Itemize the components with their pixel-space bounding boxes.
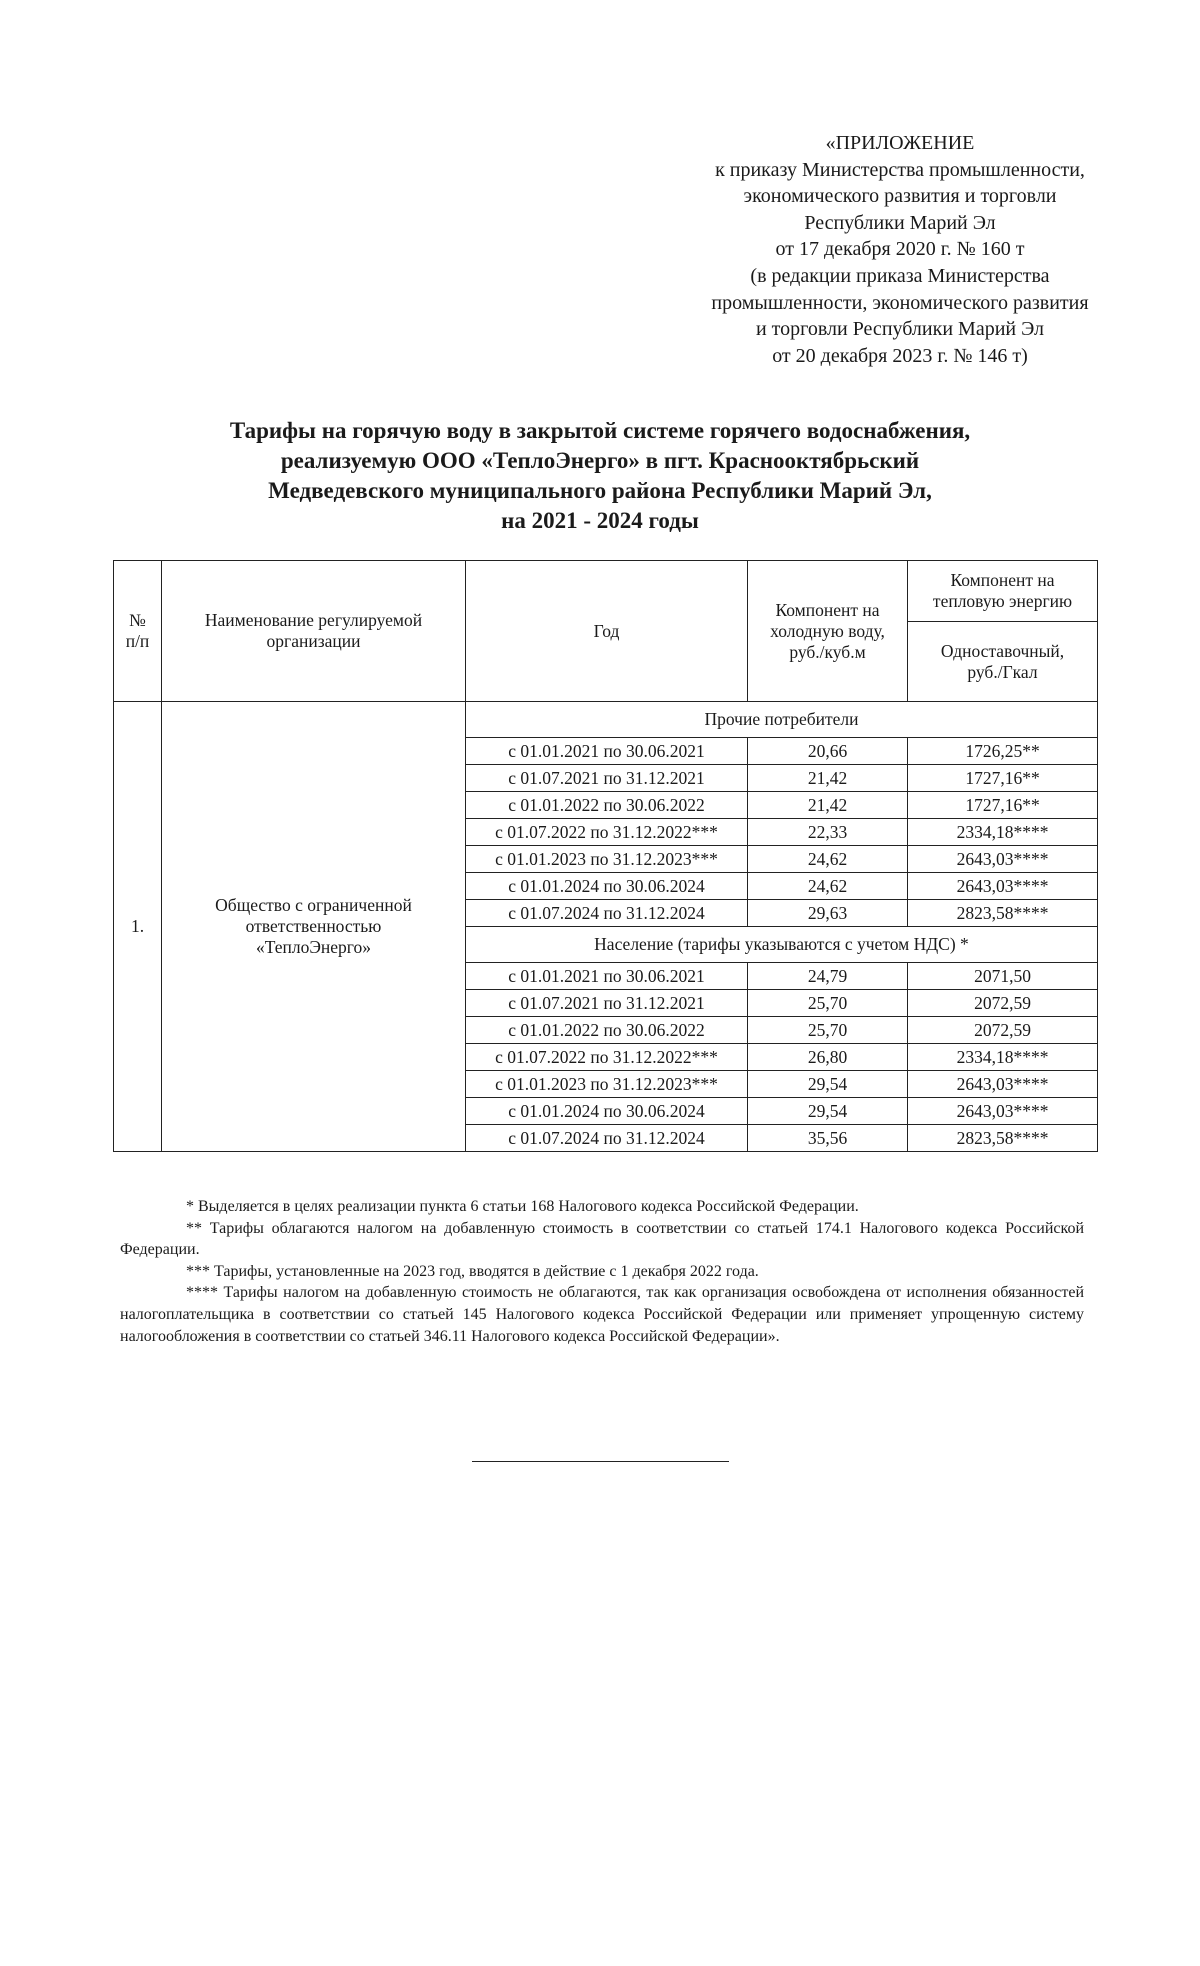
closing-divider — [472, 1461, 729, 1462]
period-cell: с 01.01.2022 по 30.06.2022 — [466, 792, 748, 819]
header-number — [114, 561, 162, 702]
header-organization-line1: Наименование регулируемой — [204, 610, 423, 630]
cold-value-cell: 24,79 — [748, 963, 908, 990]
header-cold-line3: руб./куб.м — [789, 641, 866, 662]
heat-value-cell: 2823,58**** — [908, 1125, 1098, 1152]
header-number-line1: № — [129, 610, 146, 630]
cold-value-cell: 20,66 — [748, 738, 908, 765]
period-cell: с 01.01.2022 по 30.06.2022 — [466, 1017, 748, 1044]
appendix-line: к приказу Министерства промышленности, — [715, 158, 1085, 181]
group-label-population: Население (тарифы указываются с учетом НДС) * — [466, 927, 1098, 963]
period-cell: с 01.01.2021 по 30.06.2021 — [466, 963, 748, 990]
header-heat-energy — [908, 561, 1098, 622]
cold-value-cell: 21,42 — [748, 765, 908, 792]
cold-value-cell: 35,56 — [748, 1125, 908, 1152]
footnote: *** Тарифы, установленные на 2023 год, вводятся в действие с 1 декабря 2022 года. — [186, 1262, 759, 1280]
period-cell: с 01.07.2022 по 31.12.2022*** — [466, 1044, 748, 1071]
period-cell: с 01.07.2022 по 31.12.2022*** — [466, 819, 748, 846]
cold-value-cell: 24,62 — [748, 846, 908, 873]
title-line: Тарифы на горячую воду в закрытой системе горячего водоснабжения, — [229, 418, 971, 443]
appendix-line: «ПРИЛОЖЕНИЕ — [825, 132, 975, 154]
appendix-line: и торговли Республики Марий Эл — [755, 318, 1045, 341]
cold-value-cell: 26,80 — [748, 1044, 908, 1071]
header-cold-line2: холодную воду, — [770, 620, 885, 641]
heat-value-cell: 1727,16** — [908, 792, 1098, 819]
cold-value-cell: 29,54 — [748, 1071, 908, 1098]
cold-value-cell: 29,54 — [748, 1098, 908, 1125]
cold-value-cell: 29,63 — [748, 900, 908, 927]
footnote: ** Тарифы облагаются налогом на добавленную стоимость в соответствии со статьей 174.1 Налогового кодекса Российской Федерации. — [120, 1219, 1084, 1259]
header-cold-line1: Компонент на — [775, 599, 880, 620]
heat-value-cell: 2643,03**** — [908, 873, 1098, 900]
appendix-line: от 20 декабря 2023 г. № 146 т) — [772, 344, 1028, 367]
cold-value-cell: 25,70 — [748, 990, 908, 1017]
header-year: Год — [466, 561, 748, 702]
heat-value-cell: 1726,25** — [908, 738, 1098, 765]
header-number-line2: п/п — [125, 631, 150, 651]
footnotes — [120, 1196, 1084, 1347]
heat-value-cell: 2334,18**** — [908, 819, 1098, 846]
period-cell: с 01.07.2024 по 31.12.2024 — [466, 900, 748, 927]
title-line: реализуемую ООО «ТеплоЭнерго» в пгт. Красноoктябрьский — [280, 448, 920, 473]
cold-value-cell: 22,33 — [748, 819, 908, 846]
header-heat-single-rate — [908, 622, 1098, 702]
header-organization — [162, 561, 466, 702]
heat-value-cell: 2072,59 — [908, 990, 1098, 1017]
period-cell: с 01.07.2021 по 31.12.2021 — [466, 990, 748, 1017]
appendix-header — [600, 130, 1200, 369]
heat-value-cell: 2823,58**** — [908, 900, 1098, 927]
cold-value-cell: 25,70 — [748, 1017, 908, 1044]
period-cell: с 01.01.2024 по 30.06.2024 — [466, 873, 748, 900]
title-line: Медведевского муниципального района Республики Марий Эл, — [268, 478, 932, 503]
period-cell: с 01.01.2021 по 30.06.2021 — [466, 738, 748, 765]
period-cell: с 01.01.2024 по 30.06.2024 — [466, 1098, 748, 1125]
header-heat-sub-line1: Одноставочный, — [940, 640, 1065, 661]
footnote: * Выделяется в целях реализации пункта 6 статьи 168 Налогового кодекса Российской Федерации. — [186, 1198, 859, 1215]
title-line: на 2021 - 2024 годы — [501, 508, 699, 533]
period-cell: с 01.01.2023 по 31.12.2023*** — [466, 846, 748, 873]
appendix-line: промышленности, экономического развития — [711, 291, 1089, 314]
heat-value-cell: 2071,50 — [908, 963, 1098, 990]
heat-value-cell: 2072,59 — [908, 1017, 1098, 1044]
heat-value-cell: 2643,03**** — [908, 1098, 1098, 1125]
heat-value-cell: 1727,16** — [908, 765, 1098, 792]
footnote: **** Тарифы налогом на добавленную стоимость не облагаются, так как организация освобождена от исполнения обязанностей налогоплательщика в соответствии со статьей 145 Налогового кодекса Российской Федерации или применяет упрощенную систему налогообложения в соответствии со статьей 346.11 Налогового кодекса Российской Федерации». — [120, 1284, 1084, 1345]
heat-value-cell: 2643,03**** — [908, 1071, 1098, 1098]
cold-value-cell: 24,62 — [748, 873, 908, 900]
period-cell: с 01.07.2024 по 31.12.2024 — [466, 1125, 748, 1152]
org-name-line3: «ТеплоЭнерго» — [255, 937, 372, 957]
header-heat-line2: тепловую энергию — [932, 591, 1073, 611]
header-cold-water — [748, 561, 908, 702]
document-title — [150, 416, 1050, 536]
org-name-line2: ответственностью — [245, 916, 382, 936]
appendix-line: (в редакции приказа Министерства — [750, 264, 1050, 287]
appendix-line: Республики Марий Эл — [804, 211, 996, 234]
org-name-line1: Общество с ограниченной — [215, 895, 412, 915]
row-number: 1. — [114, 702, 162, 1152]
heat-value-cell: 2334,18**** — [908, 1044, 1098, 1071]
appendix-line: экономического развития и торговли — [743, 185, 1057, 208]
period-cell: с 01.01.2023 по 31.12.2023*** — [466, 1071, 748, 1098]
header-heat-sub-line2: руб./Гкал — [967, 661, 1038, 682]
header-organization-line2: организации — [266, 631, 361, 651]
cold-value-cell: 21,42 — [748, 792, 908, 819]
group-label-other-consumers: Прочие потребители — [466, 702, 1098, 738]
organization-name — [162, 702, 466, 1152]
heat-value-cell: 2643,03**** — [908, 846, 1098, 873]
header-heat-line1: Компонент на — [950, 570, 1055, 590]
tariff-table — [113, 560, 1098, 1152]
period-cell: с 01.07.2021 по 31.12.2021 — [466, 765, 748, 792]
appendix-line: от 17 декабря 2020 г. № 160 т — [775, 238, 1025, 261]
